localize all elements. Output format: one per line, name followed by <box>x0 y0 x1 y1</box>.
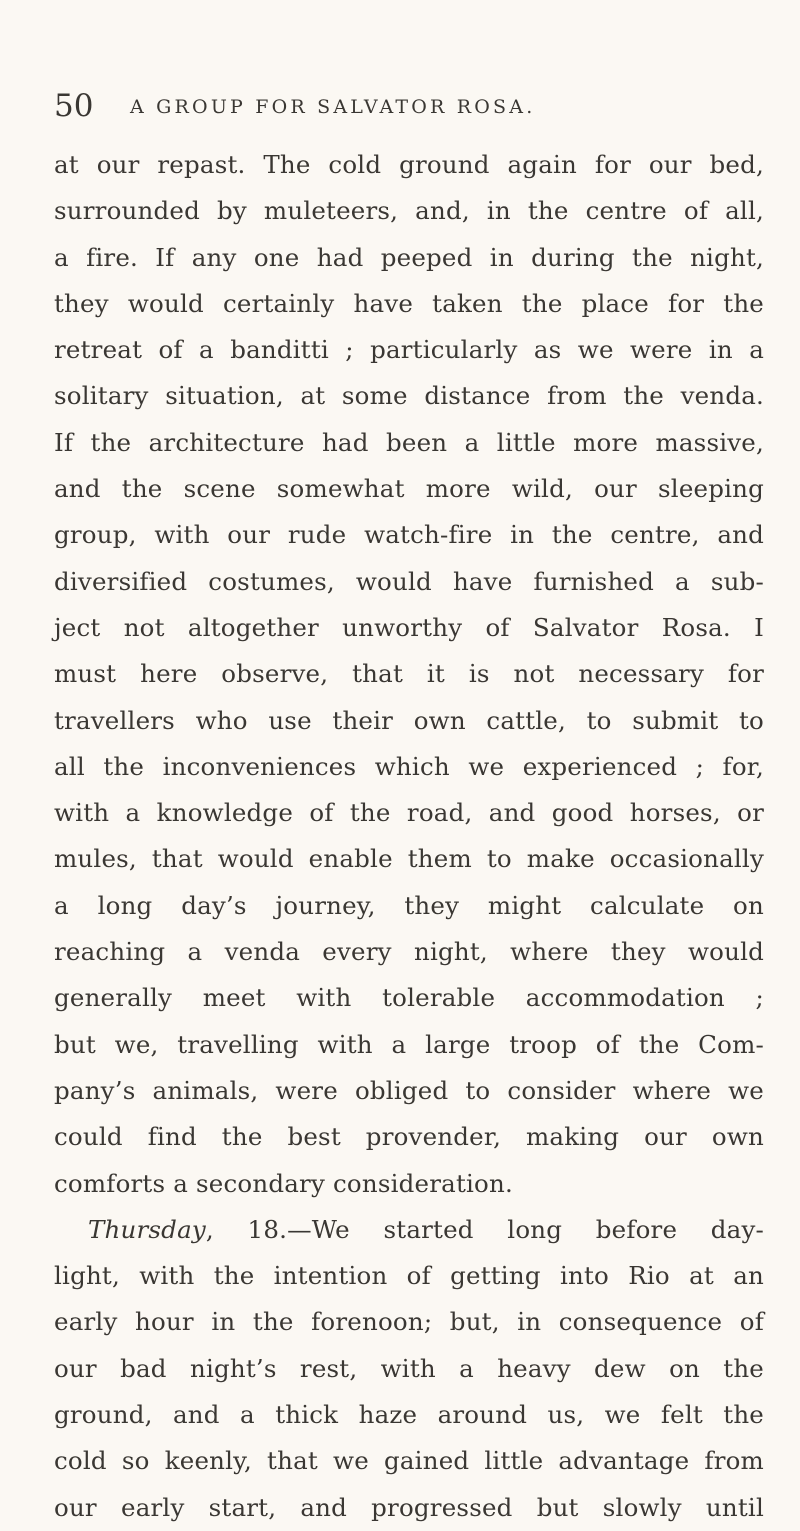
text-line: mules, that would enable them to make occasionally <box>54 844 764 874</box>
page-header <box>54 88 754 128</box>
text-line: with a knowledge of the road, and good horses, or <box>54 798 764 828</box>
text-line: generally meet with tolerable accommodation ; <box>54 983 764 1013</box>
text-line: solitary situation, at some distance from the venda. <box>54 381 764 411</box>
text-line: early hour in the forenoon; but, in consequence of <box>54 1307 764 1337</box>
text-line: at our repast. The cold ground again for our bed, <box>54 150 764 179</box>
text-line: group, with our rude watch-fire in the centre, and <box>54 520 764 550</box>
text-line: light, with the intention of getting into Rio at an <box>54 1261 764 1291</box>
text-line: retreat of a banditti ; particularly as we were in a <box>54 335 764 365</box>
text-line: they would certainly have taken the place for the <box>54 288 764 318</box>
text-line: but we, travelling with a large troop of the Com- <box>54 1029 764 1059</box>
text-line: surrounded by muleteers, and, in the centre of all, <box>54 196 764 226</box>
running-head: A GROUP FOR SALVATOR ROSA. <box>130 96 536 118</box>
text-line: cold so keenly, that we gained little advantage from <box>54 1446 764 1476</box>
text-line: comforts a secondary consideration. <box>54 1168 513 1198</box>
text-line: ject not altogether unworthy of Salvator Rosa. I <box>54 612 764 642</box>
date-line-rest: , 18.—We started long before day- <box>205 1214 764 1244</box>
text-line: and the scene somewhat more wild, our sleeping <box>54 474 764 504</box>
page-number: 50 <box>54 88 94 124</box>
body-text <box>54 142 764 1531</box>
text-line: pany’s animals, were obliged to consider where we <box>54 1075 764 1105</box>
text-line: our early start, and progressed but slowly until <box>54 1492 764 1522</box>
text-line: all the inconveniences which we experienced ; for, <box>54 751 764 781</box>
text-line: ground, and a thick haze around us, we felt the <box>54 1400 764 1430</box>
text-line: diversified costumes, would have furnished a sub- <box>54 566 764 596</box>
text-line: a long day’s journey, they might calculate on <box>54 890 764 920</box>
text-line: travellers who use their own cattle, to submit to <box>54 705 764 735</box>
text-line: If the architecture had been a little more massive, <box>54 427 764 457</box>
text-line: reaching a venda every night, where they would <box>54 937 764 967</box>
text-line-date <box>54 1207 764 1253</box>
date-italic: Thursday <box>88 1214 206 1244</box>
text-line: must here observe, that it is not necessary for <box>54 659 764 689</box>
text-line: a fire. If any one had peeped in during the night, <box>54 242 764 272</box>
text-line: could find the best provender, making our own <box>54 1122 764 1152</box>
text-line: our bad night’s rest, with a heavy dew on the <box>54 1353 764 1383</box>
